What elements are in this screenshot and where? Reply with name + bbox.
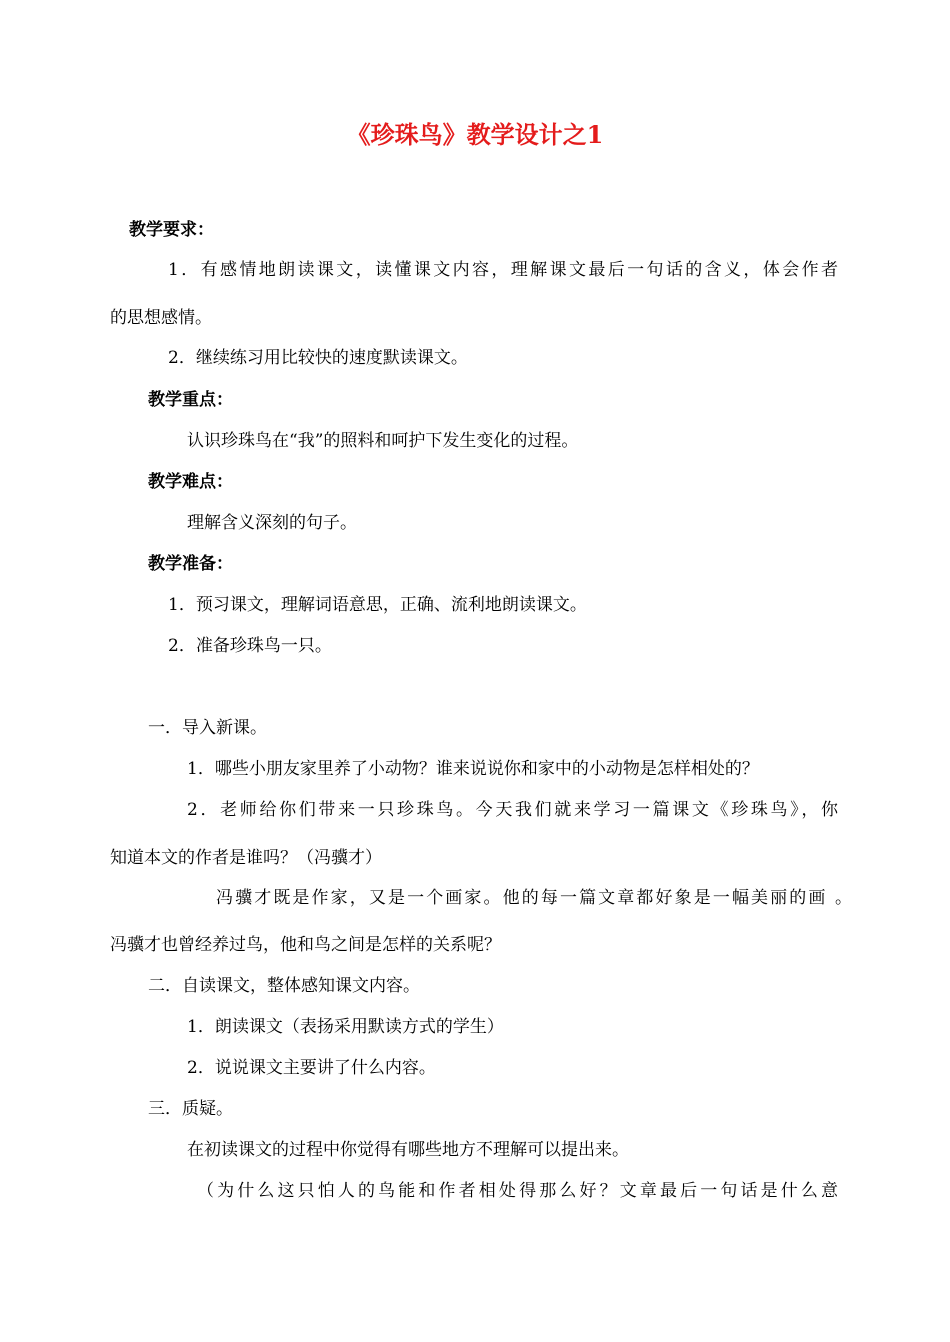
requirements-heading: 教学要求： bbox=[129, 220, 214, 240]
section-1-paragraph-line-1: 冯骥才既是作家，又是一个画家。他的每一篇文章都好象是一幅美丽的画 。 bbox=[216, 888, 852, 908]
section-1-paragraph-line-2: 冯骥才也曾经养过鸟，他和鸟之间是怎样的关系呢？ bbox=[110, 935, 501, 955]
section-1-item-2-line-2: 知道本文的作者是谁吗？（冯骥才） bbox=[110, 848, 382, 868]
section-2-item-2: 2．说说课文主要讲了什么内容。 bbox=[187, 1058, 436, 1078]
section-1-item-1: 1．哪些小朋友家里养了小动物？谁来说说你和家中的小动物是怎样相处的？ bbox=[187, 759, 759, 779]
section-1-item-2-line-1: 2．老师给你们带来一只珍珠鸟。今天我们就来学习一篇课文《珍珠鸟》，你 bbox=[187, 800, 838, 820]
preparation-item-1: 1．预习课文，理解词语意思，正确、流利地朗读课文。 bbox=[168, 595, 587, 615]
requirements-item-1-line-1: 1．有感情地朗读课文，读懂课文内容，理解课文最后一句话的含义，体会作者 bbox=[168, 260, 838, 280]
key-points-text: 认识珍珠鸟在“我”的照料和呵护下发生变化的过程。 bbox=[187, 431, 579, 451]
key-points-heading: 教学重点： bbox=[148, 390, 233, 410]
section-3-text: 在初读课文的过程中你觉得有哪些地方不理解可以提出来。 bbox=[187, 1140, 629, 1160]
section-3-heading: 三．质疑。 bbox=[148, 1099, 233, 1119]
preparation-heading: 教学准备： bbox=[148, 554, 233, 574]
section-1-heading: 一．导入新课。 bbox=[148, 718, 267, 738]
requirements-item-2: 2．继续练习用比较快的速度默读课文。 bbox=[168, 348, 468, 368]
requirements-item-1-line-2: 的思想感情。 bbox=[110, 308, 212, 328]
section-3-question-line-1: （为什么这只怕人的鸟能和作者相处得那么好？文章最后一句话是什么意 bbox=[197, 1181, 838, 1201]
section-2-heading: 二．自读课文，整体感知课文内容。 bbox=[148, 976, 420, 996]
document-title: 《珍珠鸟》教学设计之1 bbox=[346, 120, 604, 149]
section-2-item-1: 1．朗读课文（表扬采用默读方式的学生） bbox=[187, 1017, 504, 1037]
difficulties-heading: 教学难点： bbox=[148, 472, 233, 492]
difficulties-text: 理解含义深刻的句子。 bbox=[187, 513, 357, 533]
preparation-item-2: 2．准备珍珠鸟一只。 bbox=[168, 636, 332, 656]
